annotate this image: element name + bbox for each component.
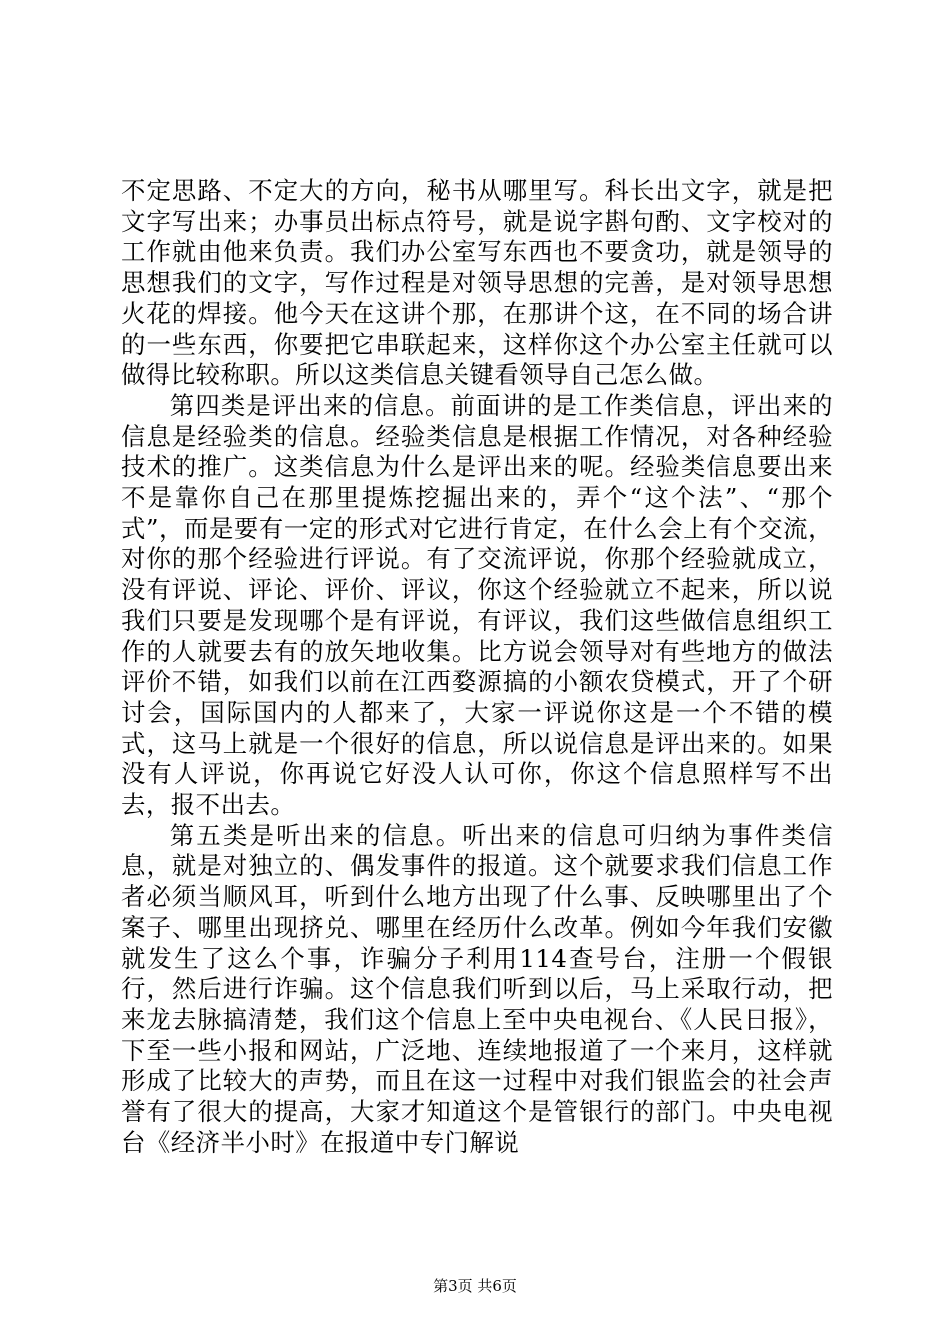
- page-number: 第3页 共6页: [433, 1277, 517, 1295]
- paragraph-continued: 不定思路、不定大的方向，秘书从哪里写。科长出文字，就是把文字写出来；办事员出标点符号，就是说字斟句酌、文字校对的工作就由他来负责。我们办公室写东西也不要贪功，就是领导的思想我们的文字，写作过程是对领导思想的完善，是对领导思想火花的焊接。他今天在这讲个那，在那讲个这，在不同的场合讲的一些东西，你要把它串联起来，这样你这个办公室主任就可以做得比较称职。所以这类信息关键看领导自己怎么做。: [121, 176, 833, 390]
- document-body: [121, 176, 833, 1159]
- paragraph-category-four: 第四类是评出来的信息。前面讲的是工作类信息，评出来的信息是经验类的信息。经验类信息是根据工作情况，对各种经验技术的推广。这类信息为什么是评出来的呢。经验类信息要出来不是靠你自己在那里提炼挖掘出来的，弄个“这个法”、“那个式”，而是要有一定的形式对它进行肯定，在什么会上有个交流，对你的那个经验进行评说。有了交流评说，你那个经验就成立，没有评说、评论、评价、评议，你这个经验就立不起来，所以说我们只要是发现哪个是有评说，有评议，我们这些做信息组织工作的人就要去有的放矢地收集。比方说会领导对有些地方的做法评价不错，如我们以前在江西婺源搞的小额农贷模式，开了个研讨会，国际国内的人都来了，大家一评说你这是一个不错的模式，这马上就是一个很好的信息，所以说信息是评出来的。如果没有人评说，你再说它好没人认可你，你这个信息照样写不出去，报不出去。: [121, 390, 833, 820]
- paragraph-category-five: 第五类是听出来的信息。听出来的信息可归纳为事件类信息，就是对独立的、偶发事件的报道。这个就要求我们信息工作者必须当顺风耳，听到什么地方出现了什么事、反映哪里出了个案子、哪里出现挤兑、哪里在经历什么改革。例如今年我们安徽就发生了这么个事，诈骗分子利用114查号台，注册一个假银行，然后进行诈骗。这个信息我们听到以后，马上采取行动，把来龙去脉搞清楚，我们这个信息上至中央电视台、《人民日报》，下至一些小报和网站，广泛地、连续地报道了一个来月，这样就形成了比较大的声势，而且在这一过程中对我们银监会的社会声誉有了很大的提高，大家才知道这个是管银行的部门。中央电视台《经济半小时》在报道中专门解说: [121, 820, 833, 1157]
